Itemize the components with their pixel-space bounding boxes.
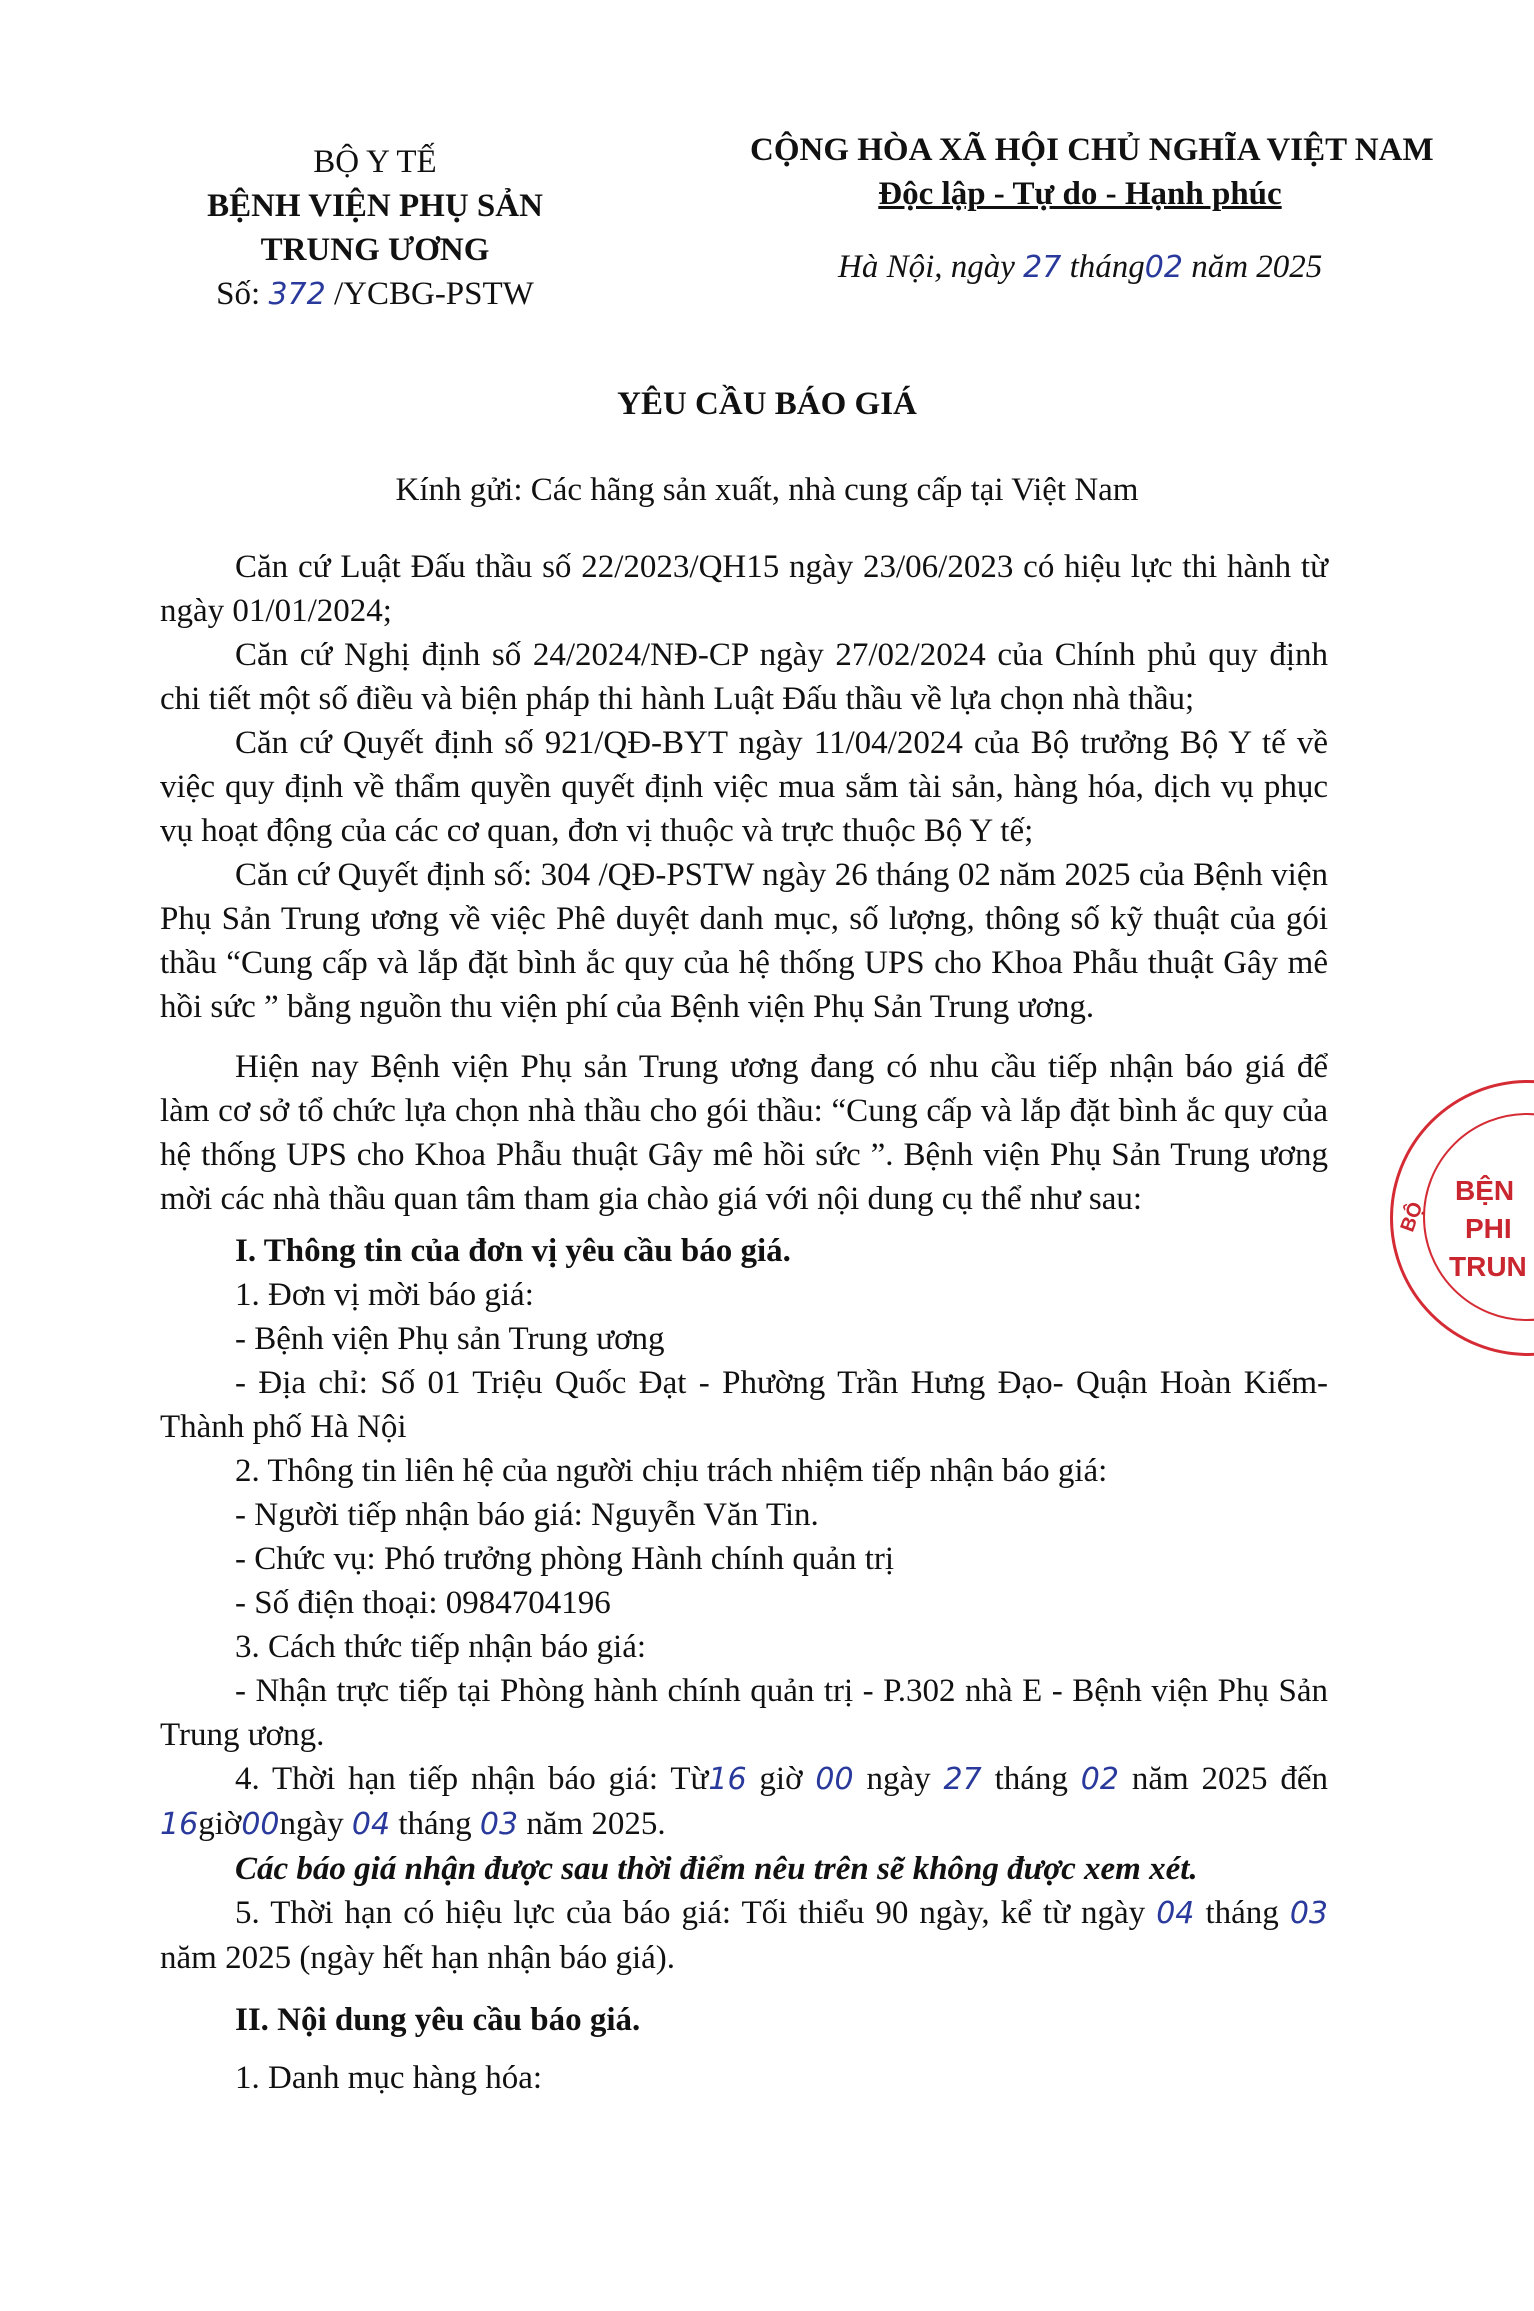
official-stamp	[1390, 1080, 1534, 1356]
legal-basis-4: Căn cứ Quyết định số: 304 /QĐ-PSTW ngày 26 tháng 02 năm 2025 của Bệnh viện Phụ Sản Trung ương về việc Phê duyệt danh mục, số lượng, thông số kỹ thuật của gói thầu “Cung cấp và lắp đặt bình ắc quy của hệ thống UPS cho Khoa Phẫu thuật Gây mê hồi sức ” bằng nguồn thu viện phí của Bệnh viện Phụ Sản Trung ương.	[160, 857, 1328, 1025]
deadline-note: Các báo giá nhận được sau thời điểm nêu trên sẽ không được xem xét.	[235, 1851, 1198, 1887]
handwritten-hour-end: 16	[160, 1807, 199, 1842]
handwritten-validity-day: 04	[1156, 1896, 1195, 1931]
hospital-name-line1: BỆNH VIỆN PHỤ SẢN	[207, 188, 543, 224]
section1-item2-position: - Chức vụ: Phó trưởng phòng Hành chính quản trị	[235, 1541, 895, 1577]
section1-item4: 4. Thời hạn tiếp nhận báo giá: Từ16 giờ 00 ngày 27 tháng 02 năm 2025 đến 16giờ00ngày 04 tháng 03 năm 2025.	[160, 1761, 1329, 1842]
document-body	[160, 545, 1328, 2100]
handwritten-hour-start: 16	[708, 1762, 747, 1797]
handwritten-validity-month: 03	[1289, 1896, 1329, 1931]
recipient-line: Kính gửi: Các hãng sản xuất, nhà cung cấp tại Việt Nam	[395, 472, 1139, 508]
legal-basis-2: Căn cứ Nghị định số 24/2024/NĐ-CP ngày 27/02/2024 của Chính phủ quy định chi tiết một số điều và biện pháp thi hành Luật Đấu thầu về lựa chọn nhà thầu;	[160, 637, 1328, 717]
stamp-side-text: BỘ	[1396, 1199, 1428, 1235]
intro-paragraph: Hiện nay Bệnh viện Phụ sản Trung ương đang có nhu cầu tiếp nhận báo giá để làm cơ sở tổ chức lựa chọn nhà thầu cho gói thầu: “Cung cấp và lắp đặt bình ắc quy của hệ thống UPS cho Khoa Phẫu thuật Gây mê hồi sức ”. Bệnh viện Phụ Sản Trung ương mời các nhà thầu quan tâm tham gia chào giá với nội dung cụ thể như sau:	[160, 1049, 1328, 1217]
stamp-text-line2: PHI	[1465, 1213, 1512, 1244]
document-date: Hà Nội, ngày 27 tháng02 năm 2025	[838, 249, 1323, 285]
legal-basis-3: Căn cứ Quyết định số 921/QĐ-BYT ngày 11/04/2024 của Bộ trưởng Bộ Y tế về việc quy định về thẩm quyền quyết định việc mua sắm tài sản, hàng hóa, dịch vụ phục vụ hoạt động của các cơ quan, đơn vị thuộc và trực thuộc Bộ Y tế;	[160, 725, 1328, 849]
document-number: Số: 372 /YCBG-PSTW	[216, 276, 534, 312]
handwritten-month: 02	[1144, 250, 1183, 285]
header-right	[750, 128, 1434, 216]
section1-item2-phone: - Số điện thoại: 0984704196	[235, 1585, 611, 1621]
handwritten-number: 372	[268, 277, 326, 312]
handwritten-minute-end: 00	[241, 1807, 280, 1842]
stamp-text-line3: TRUN	[1449, 1251, 1527, 1282]
section1-item1-address: - Địa chỉ: Số 01 Triệu Quốc Đạt - Phường Trần Hưng Đạo- Quận Hoàn Kiếm- Thành phố Hà Nội	[160, 1365, 1328, 1445]
section1-heading: I. Thông tin của đơn vị yêu cầu báo giá.	[235, 1233, 791, 1269]
legal-basis-1: Căn cứ Luật Đấu thầu số 22/2023/QH15 ngày 23/06/2023 có hiệu lực thi hành từ ngày 01/01/2024;	[160, 549, 1328, 629]
section1-item5: 5. Thời hạn có hiệu lực của báo giá: Tối thiểu 90 ngày, kể từ ngày 04 tháng 03 năm 2025 (ngày hết hạn nhận báo giá).	[160, 1895, 1329, 1976]
handwritten-month-end: 03	[479, 1807, 519, 1842]
handwritten-day-start: 27	[943, 1762, 982, 1797]
section1-item1-name: - Bệnh viện Phụ sản Trung ương	[235, 1321, 665, 1357]
handwritten-minute-start: 00	[815, 1762, 854, 1797]
hospital-name-line2: TRUNG ƯƠNG	[260, 232, 490, 268]
section1-item3-title: 3. Cách thức tiếp nhận báo giá:	[235, 1629, 647, 1665]
country-name: CỘNG HÒA XÃ HỘI CHỦ NGHĨA VIỆT NAM	[750, 132, 1434, 168]
section1-item3-text: - Nhận trực tiếp tại Phòng hành chính quản trị - P.302 nhà E - Bệnh viện Phụ Sản Trung ương.	[160, 1673, 1328, 1753]
handwritten-month-start: 02	[1080, 1762, 1119, 1797]
stamp-text-line1: BỆN	[1455, 1175, 1515, 1206]
handwritten-day: 27	[1023, 250, 1062, 285]
document-title: YÊU CẦU BÁO GIÁ	[617, 386, 917, 422]
section2-heading: II. Nội dung yêu cầu báo giá.	[235, 2002, 641, 2038]
ministry-name: BỘ Y TẾ	[313, 144, 437, 180]
section2-item1: 1. Danh mục hàng hóa:	[235, 2060, 543, 2096]
header-left	[175, 140, 575, 317]
section1-item2-person: - Người tiếp nhận báo giá: Nguyễn Văn Tin.	[235, 1497, 819, 1533]
national-motto: Độc lập - Tự do - Hạnh phúc	[878, 176, 1282, 212]
section1-item1-title: 1. Đơn vị mời báo giá:	[235, 1277, 534, 1313]
handwritten-day-end: 04	[351, 1807, 391, 1842]
section1-item2-title: 2. Thông tin liên hệ của người chịu trách nhiệm tiếp nhận báo giá:	[235, 1453, 1108, 1489]
